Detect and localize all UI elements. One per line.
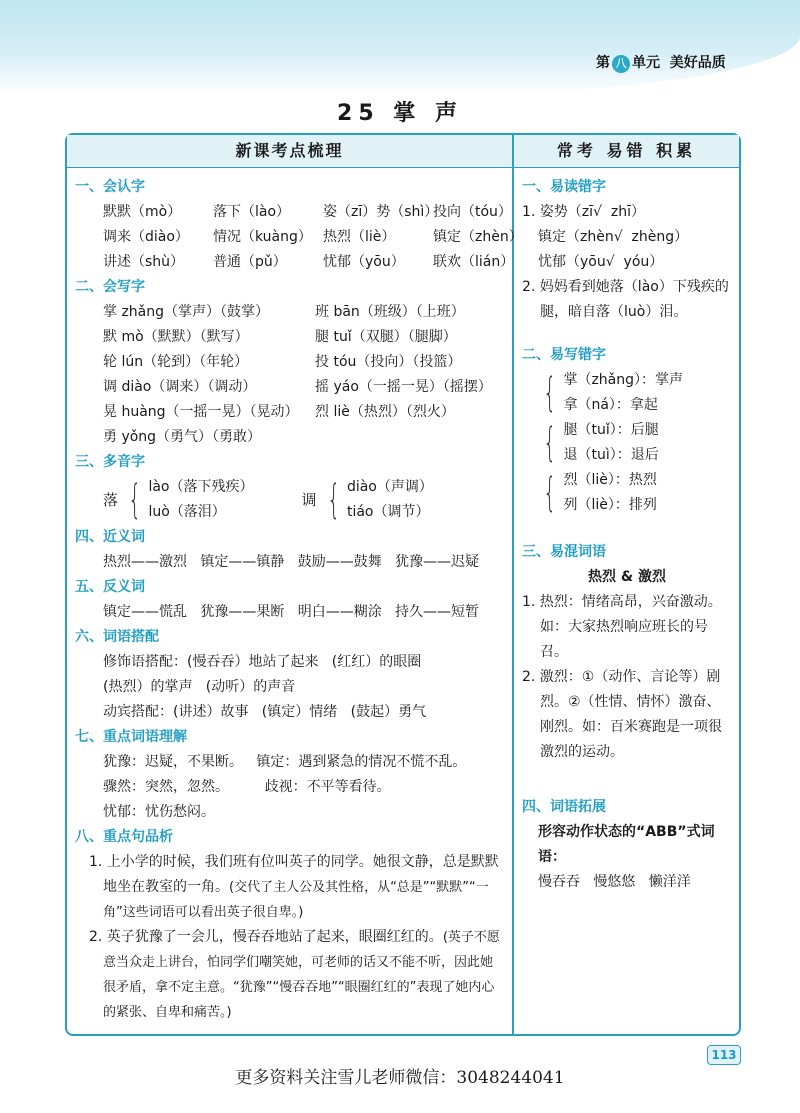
section-title: 二、会写字 — [75, 279, 145, 295]
sentence-note: (交代了主人公及其性格，从“总是”“默默”“一角”这些词语可以看出英子很自卑。) — [103, 880, 489, 920]
definition-line: 犹豫：迟疑，不果断。 镇定：遇到紧急的情况不慌不乱。 — [103, 754, 467, 770]
section-title: 一、易读错字 — [522, 179, 606, 195]
polyphone-item — [302, 475, 433, 525]
word-item: 调 diào（调来）（调动） — [103, 379, 257, 395]
page-number: 113 — [707, 1045, 741, 1065]
comparison-item: 2. 激烈：①（动作、言论等）剧烈。②（性情、情怀）激奋、刚烈。如：百米赛跑是一项很激烈的运动。 — [522, 669, 722, 760]
confusable-pair — [522, 418, 732, 468]
section-title: 四、近义词 — [75, 529, 145, 545]
word-item: 摇 yáo（一摇一晃）（摇摆） — [315, 379, 492, 395]
word-item: 联欢（lián） — [433, 254, 515, 270]
sentence-text: 1. 上小学的时候，我们班有位叫英子的同学。她很文静，总是默默地坐在教室的一角。 — [89, 854, 499, 895]
write-row — [75, 325, 503, 350]
word-item: 情况（kuàng） — [213, 229, 312, 245]
collocation-line: 动宾搭配：(讲述）故事 (镇定）情绪 (鼓起）勇气 — [103, 704, 427, 720]
word-item: 普通（pǔ） — [213, 254, 287, 270]
section-title: 一、会认字 — [75, 179, 145, 195]
section-title: 七、重点词语理解 — [75, 729, 187, 745]
brace-icon: { — [326, 477, 340, 523]
word-item: 掌 zhǎng（掌声）（鼓掌） — [103, 304, 270, 320]
extension-subtitle: 形容动作状态的“ABB”式词语： — [538, 824, 715, 865]
sentence-analysis — [89, 850, 503, 925]
recognize-row — [75, 225, 523, 250]
confusable-pair — [522, 468, 732, 518]
polyphone-item — [103, 475, 254, 525]
word-item: 镇定（zhèn） — [433, 229, 523, 245]
unit-prefix: 第 — [596, 55, 610, 71]
left-column-header: 新课考点梳理 — [67, 135, 512, 168]
recognize-row — [75, 200, 512, 225]
confusable-pair — [522, 368, 732, 418]
definition-line: 忧郁：忧伤愁闷。 — [103, 804, 215, 820]
section-title: 四、词语拓展 — [522, 799, 606, 815]
misread-item: 2. 妈妈看到她落（lào）下残疾的腿，暗自落（luò）泪。 — [522, 279, 729, 320]
lesson-title: 25 掌 声 — [337, 101, 463, 126]
word-item: 忧郁（yōu） — [323, 254, 405, 270]
pair-item: 拿（ná）：拿起 — [563, 397, 658, 413]
section-title: 三、多音字 — [75, 454, 145, 470]
pair-item: 烈（liè）：热烈 — [563, 472, 657, 488]
word-item: 落下（lào） — [213, 204, 291, 220]
collocation-line: (热烈）的掌声 (动听）的声音 — [103, 679, 296, 695]
pair-item: 掌（zhǎng）：掌声 — [563, 372, 684, 388]
misread-item: 镇定（zhèn√ zhèng） — [538, 229, 689, 245]
polyphone-group — [75, 475, 503, 525]
write-row — [75, 375, 503, 400]
section-title: 五、反义词 — [75, 579, 145, 595]
word-item: 投 tóu（投向）（投篮） — [315, 354, 462, 370]
brace-icon: { — [543, 470, 557, 516]
word-item: 勇 yǒng（勇气）（勇敢） — [103, 429, 262, 445]
misread-item: 1. 姿势（zī√ zhī） — [522, 204, 645, 220]
unit-theme: 美好品质 — [669, 55, 726, 71]
reading: tiáo（调节） — [346, 504, 430, 520]
reading: luò（落泪） — [148, 504, 226, 520]
word-item: 讲述（shù） — [103, 254, 185, 270]
sentence-note: (英子不愿意当众走上讲台，怕同学们嘲笑她，可老师的话又不能不听，因此她很矛盾，拿不定主意。“犹豫”“慢吞吞地”“眼圈红红的”表现了她内心的紧张、自卑和痛苦。) — [103, 930, 500, 1020]
word-item: 班 bān（班级）（上班） — [315, 304, 465, 320]
word-item: 姿（zī）势（shì） — [323, 204, 439, 220]
reading: diào（声调） — [346, 479, 433, 495]
word-item: 晃 huàng（一摇一晃）（晃动） — [103, 404, 299, 420]
word-item: 调来（diào） — [103, 229, 189, 245]
section-title: 二、易写错字 — [522, 347, 606, 363]
word-item: 轮 lún（轮到）（年轮） — [103, 354, 249, 370]
collocation-line: 修饰语搭配：(慢吞吞）地站了起来 (红红）的眼圈 — [103, 654, 422, 670]
word-item: 腿 tuǐ（双腿）（腿脚） — [315, 329, 457, 345]
pair-item: 列（liè）：排列 — [563, 497, 657, 513]
comparison-title: 热烈 & 激烈 — [588, 569, 666, 585]
comparison-item: 1. 热烈：情绪高昂，兴奋激动。如：大家热烈响应班长的号召。 — [522, 594, 722, 660]
word-item: 投向（tóu） — [433, 204, 512, 220]
unit-suffix: 单元 — [632, 55, 660, 71]
right-column-header: 常考 易错 积累 — [514, 135, 739, 168]
word-item: 默 mò（默默）（默写） — [103, 329, 249, 345]
section-title: 三、易混词语 — [522, 544, 606, 560]
left-column — [75, 175, 523, 1025]
word-item — [315, 425, 531, 450]
section-title: 六、词语搭配 — [75, 629, 159, 645]
brace-icon: { — [543, 370, 557, 416]
write-row — [75, 300, 503, 325]
brace-icon: { — [543, 420, 557, 466]
footer-note: 更多资料关注雪儿老师微信：3048244041 — [235, 1068, 565, 1088]
word-item: 热烈（liè） — [323, 229, 396, 245]
polyphone-readings — [148, 475, 253, 525]
write-row — [75, 425, 503, 450]
polyphone-char: 调 — [301, 490, 317, 509]
synonym-line: 热烈——激烈 镇定——镇静 鼓励——鼓舞 犹豫——迟疑 — [103, 554, 480, 570]
unit-label — [596, 52, 726, 73]
pair-item: 腿（tuǐ）：后腿 — [563, 422, 659, 438]
antonym-line: 镇定——慌乱 犹豫——果断 明白——糊涂 持久——短暂 — [103, 604, 480, 620]
polyphone-char: 落 — [103, 490, 119, 509]
recognize-row — [75, 250, 515, 275]
sentence-analysis — [89, 925, 503, 1025]
header-banner — [0, 0, 800, 96]
word-item: 默默（mò） — [103, 204, 182, 220]
definition-line: 骤然：突然，忽然。 歧视：不平等看待。 — [103, 779, 391, 795]
word-item: 烈 liè（热烈）（烈火） — [315, 404, 455, 420]
content-frame — [65, 133, 741, 1036]
right-column — [522, 175, 732, 895]
unit-number-badge: 八 — [612, 55, 630, 73]
polyphone-readings — [347, 475, 433, 525]
reading: lào（落下残疾） — [148, 479, 254, 495]
write-row — [75, 400, 503, 425]
extension-words: 慢吞吞 慢悠悠 懒洋洋 — [538, 874, 691, 890]
brace-icon: { — [128, 477, 142, 523]
section-title: 八、重点句品析 — [75, 829, 173, 845]
pair-item: 退（tuì）：退后 — [563, 447, 659, 463]
misread-item: 忧郁（yōu√ yóu） — [538, 254, 664, 270]
sentence-text: 2. 英子犹豫了一会儿，慢吞吞地站了起来，眼圈红红的。 — [89, 929, 443, 945]
write-row — [75, 350, 503, 375]
